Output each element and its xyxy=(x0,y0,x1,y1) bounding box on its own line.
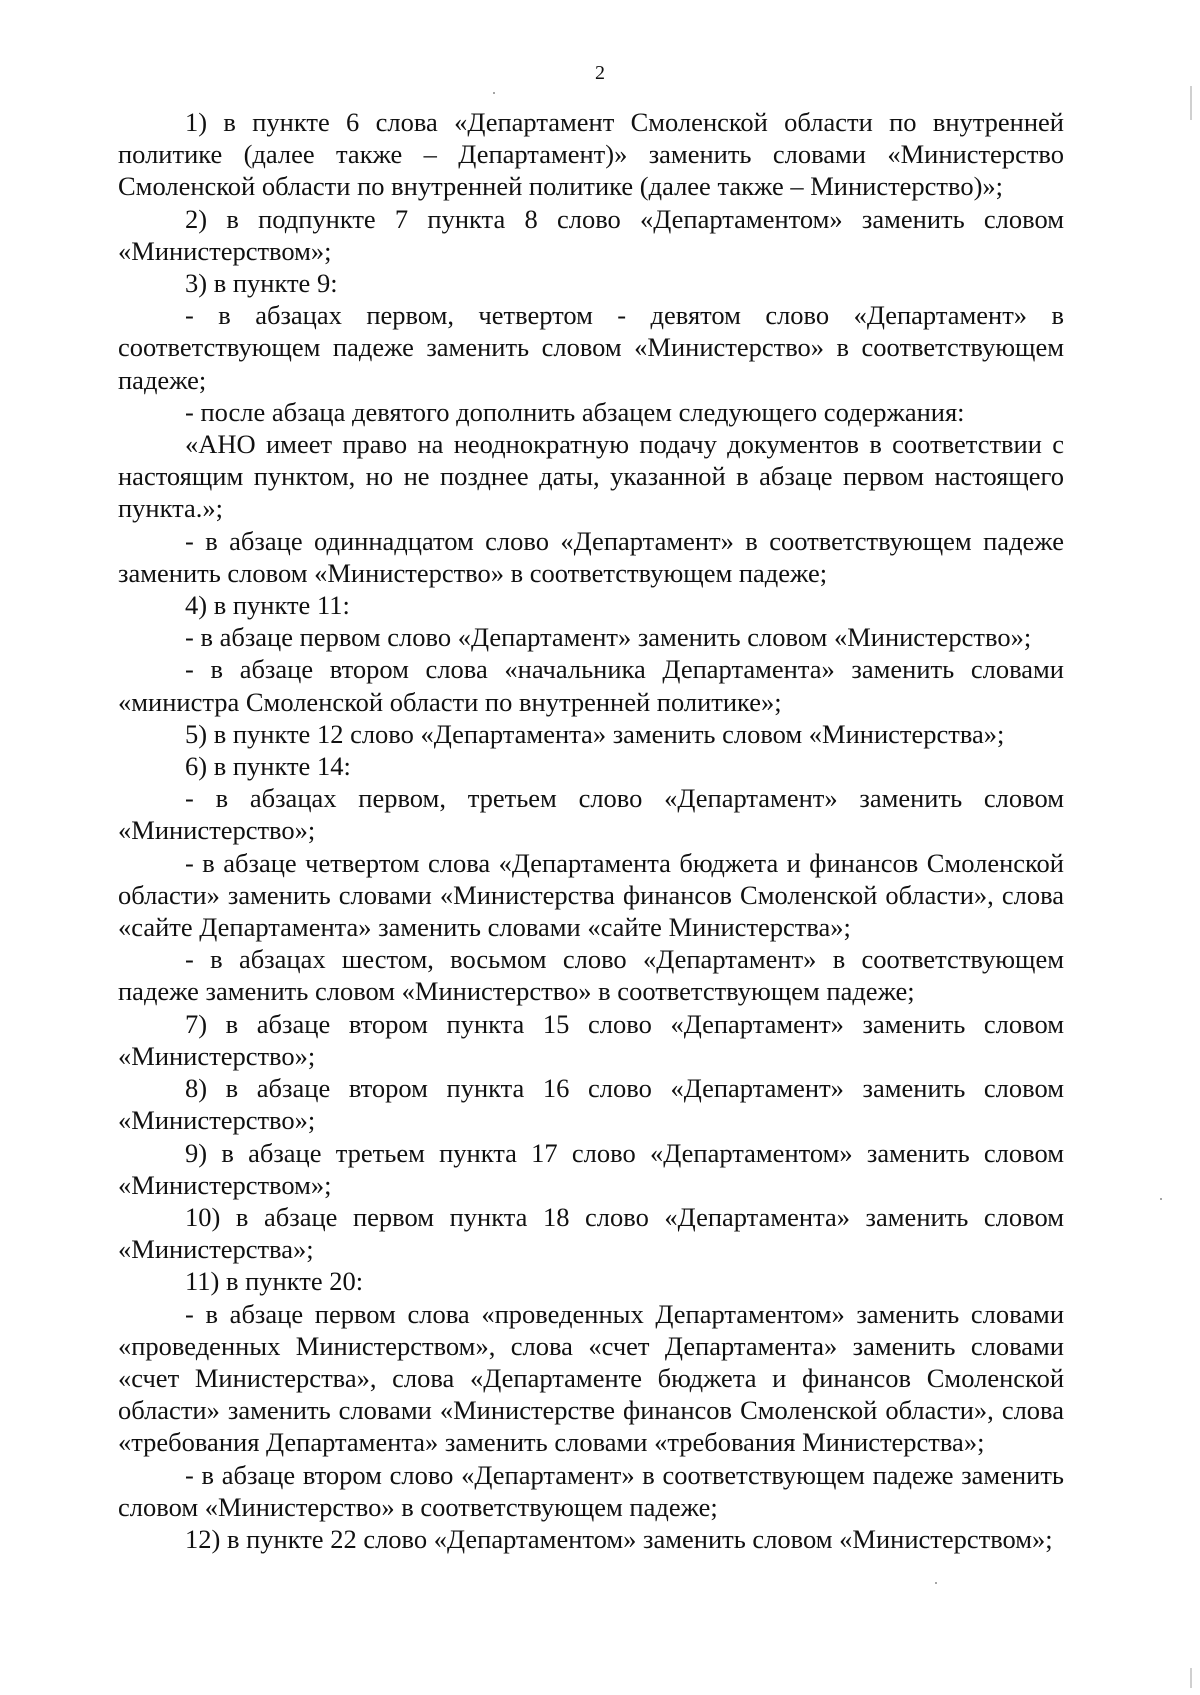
page-number: 2 xyxy=(595,62,605,84)
paragraph-3: 3) в пункте 9: xyxy=(185,268,338,299)
paragraph-9: 9) в абзаце третьем пункта 17 слово «Департаментом» заменить словом «Министерством»; xyxy=(118,1137,1064,1200)
paragraph-8: 8) в абзаце втором пункта 16 слово «Департамент» заменить словом «Министерство»; xyxy=(118,1073,1064,1136)
paragraph-7: 7) в абзаце втором пункта 15 слово «Департамент» заменить словом «Министерство»; xyxy=(118,1008,1064,1071)
paragraph-6-item-2: - в абзаце четвертом слова «Департамента бюджета и финансов Смоленской области» заменить словами «Министерства финансов Смоленской области», слова «сайте Департамента» заменить словами «сайте Министерства»; xyxy=(118,847,1064,943)
paragraph-2: 2) в подпункте 7 пункта 8 слово «Департаментом» заменить словом «Министерством»; xyxy=(118,203,1064,266)
scan-edge-mark-bottom xyxy=(1190,1668,1192,1688)
paragraph-5: 5) в пункте 12 слово «Департамента» заменить словом «Министерства»; xyxy=(185,718,1005,749)
paragraph-4-item-1: - в абзаце первом слово «Департамент» заменить словом «Министерство»; xyxy=(185,622,1032,653)
scan-speck xyxy=(935,1582,937,1584)
paragraph-3-quote: «АНО имеет право на неоднократную подачу документов в соответствии с настоящим пунктом, но не позднее даты, указанной в абзаце первом настоящего пункта.»; xyxy=(118,429,1064,524)
paragraph-12: 12) в пункте 22 слово «Департаментом» заменить словом «Министерством»; xyxy=(185,1523,1053,1554)
paragraph-11: 11) в пункте 20: xyxy=(185,1266,364,1297)
paragraph-6: 6) в пункте 14: xyxy=(185,751,351,782)
paragraph-1: 1) в пункте 6 слова «Департамент Смоленской области по внутренней политике (далее также – Департамент)» заменить словами «Министерство Смоленской области по внутренней политике (далее также – Министерство)»; xyxy=(118,107,1064,202)
document-body xyxy=(118,106,1064,1555)
scan-edge-mark-top xyxy=(1190,86,1192,120)
paragraph-10: 10) в абзаце первом пункта 18 слово «Департамента» заменить словом «Министерства»; xyxy=(118,1201,1064,1265)
paragraph-6-item-3: - в абзацах шестом, восьмом слово «Департамент» в соответствующем падеже заменить словом «Министерство» в соответствующем падеже; xyxy=(118,944,1064,1007)
paragraph-4-item-2: - в абзаце втором слова «начальника Департамента» заменить словами «министра Смоленской области по внутренней политике»; xyxy=(118,654,1064,717)
paragraph-4: 4) в пункте 11: xyxy=(185,590,350,621)
paragraph-11-item-2: - в абзаце втором слово «Департамент» в соответствующем падеже заменить словом «Министерство» в соответствующем падеже; xyxy=(118,1459,1064,1522)
paragraph-3-item-2: - после абзаца девятого дополнить абзацем следующего содержания: xyxy=(185,396,965,427)
paragraph-6-item-1: - в абзацах первом, третьем слово «Департамент» заменить словом «Министерство»; xyxy=(118,783,1064,846)
paragraph-11-item-1: - в абзаце первом слова «проведенных Департаментом» заменить словами «проведенных Министерством», слова «счет Департамента» заменить словами «счет Министерства», слова «Департаменте бюджета и финансов Смоленской области» заменить словами «Министерстве финансов Смоленской области», слова «требования Департамента» заменить словами «требования Министерства»; xyxy=(118,1298,1064,1458)
paragraph-3-item-1: - в абзацах первом, четвертом - девятом слово «Департамент» в соответствующем падеже заменить словом «Министерство» в соответствующем падеже; xyxy=(118,300,1064,395)
paragraph-3-item-3: - в абзаце одиннадцатом слово «Департамент» в соответствующем падеже заменить словом «Министерство» в соответствующем падеже; xyxy=(118,525,1064,588)
scan-speck xyxy=(1160,1198,1162,1200)
scan-speck xyxy=(493,92,495,94)
